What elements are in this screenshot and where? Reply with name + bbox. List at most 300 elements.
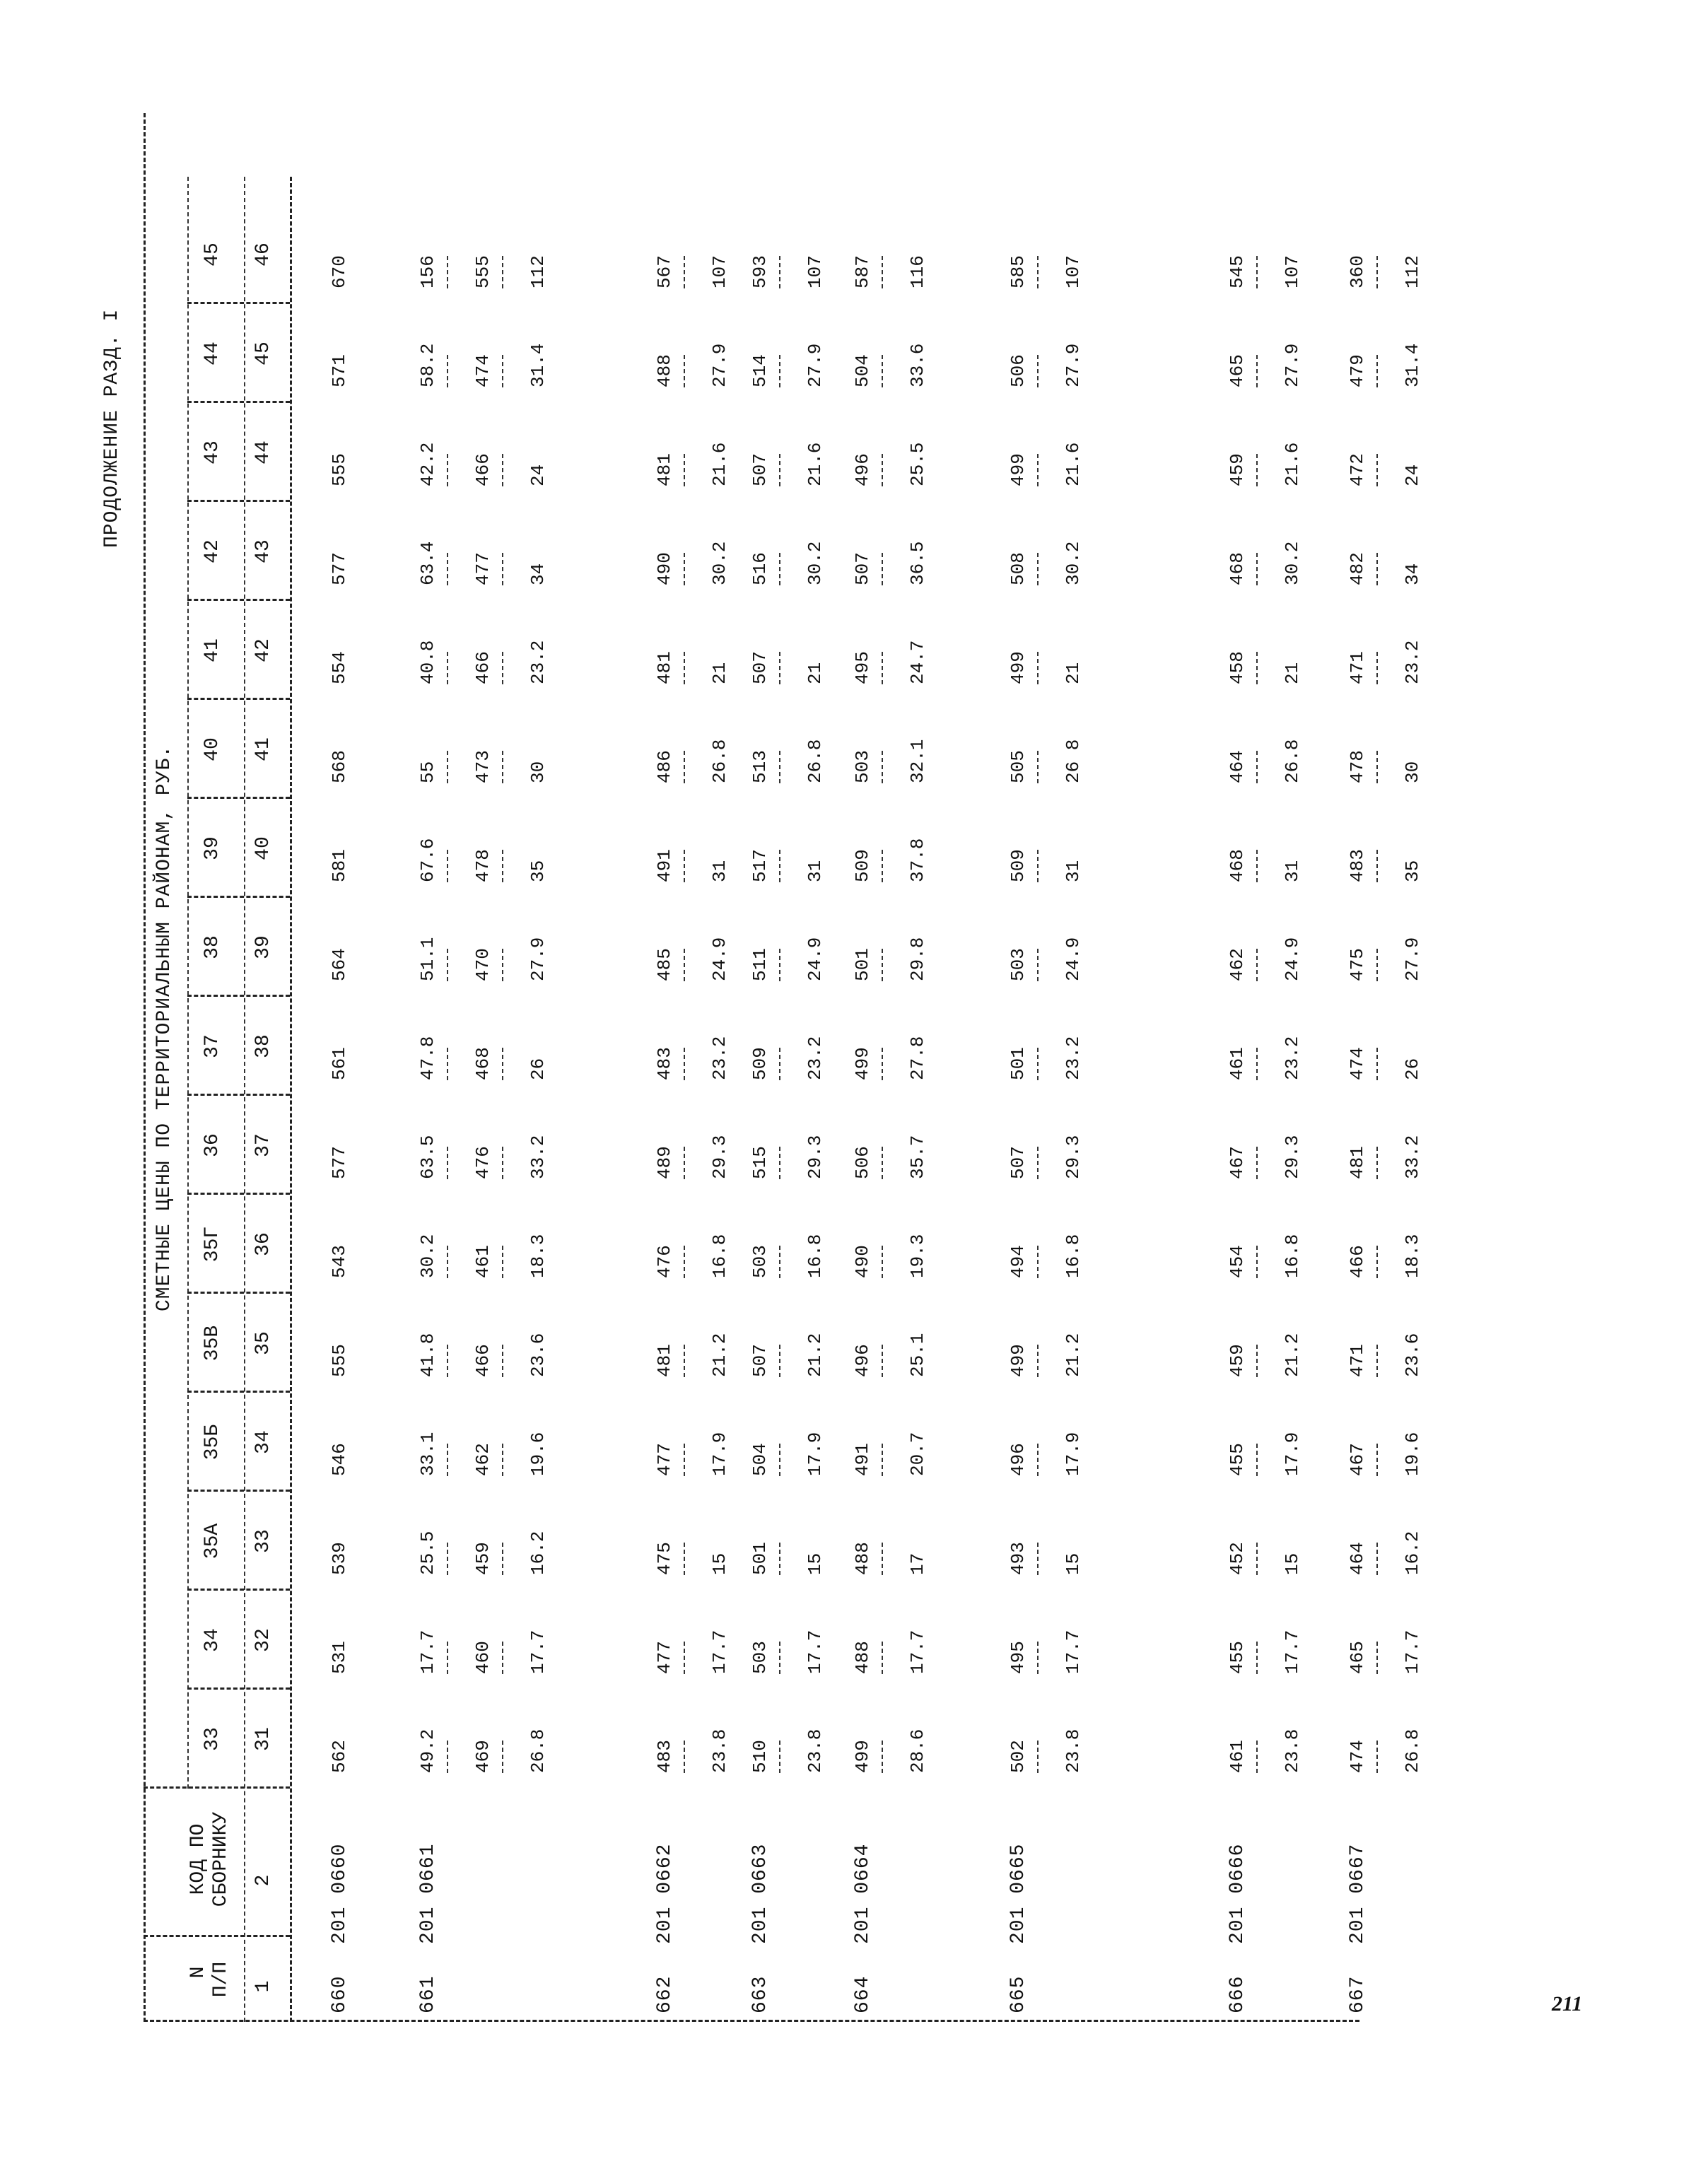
row-value: 455 xyxy=(1227,1641,1248,1674)
value-separator xyxy=(1376,1246,1378,1278)
row-value: 479 xyxy=(1347,354,1368,387)
row-value: 464 xyxy=(1347,1542,1368,1575)
row-value: 27.9 xyxy=(805,343,826,387)
row-value: 156 xyxy=(417,255,438,288)
value-separator xyxy=(502,256,503,288)
value-separator xyxy=(1376,1147,1378,1179)
value-separator xyxy=(1256,1246,1258,1278)
value-separator xyxy=(684,1444,685,1476)
row-value: 30.2 xyxy=(805,541,826,585)
row-value: 452 xyxy=(1227,1542,1248,1575)
row-value: 24.9 xyxy=(1063,937,1084,981)
value-separator xyxy=(447,949,448,981)
row-value: 468 xyxy=(1227,552,1248,585)
value-separator xyxy=(502,1048,503,1080)
row-value: 507 xyxy=(1007,1146,1029,1179)
row-value: 477 xyxy=(654,1641,675,1674)
row-value: 34 xyxy=(1402,563,1423,585)
value-separator xyxy=(1376,256,1378,288)
row-value: 107 xyxy=(709,255,730,288)
value-separator xyxy=(447,1345,448,1377)
row-code: 201 0663 xyxy=(749,1843,771,1944)
row-value: 593 xyxy=(749,255,771,288)
row-value: 31 xyxy=(1282,860,1303,882)
value-separator xyxy=(779,454,780,486)
row-value: 21.6 xyxy=(1063,442,1084,486)
value-separator xyxy=(684,1246,685,1278)
row-value: 23.2 xyxy=(527,640,549,684)
row-value: 24.9 xyxy=(709,937,730,981)
value-separator xyxy=(1256,850,1258,882)
row-value: 26 8 xyxy=(1063,739,1084,783)
value-separator xyxy=(502,1147,503,1179)
row-value: 507 xyxy=(749,1344,771,1377)
row-value: 481 xyxy=(1347,1146,1368,1179)
row-value: 116 xyxy=(907,255,928,288)
row-value: 25.1 xyxy=(907,1333,928,1377)
region-sep xyxy=(187,1193,290,1195)
region-header: 39 xyxy=(201,836,223,860)
row-number: 665 xyxy=(1007,1975,1029,2013)
region-sep xyxy=(187,1687,290,1690)
row-value: 33.1 xyxy=(417,1432,438,1476)
row-value: 509 xyxy=(852,849,873,882)
row-value: 26 xyxy=(527,1058,549,1080)
value-separator xyxy=(779,949,780,981)
row-value: 21.6 xyxy=(1282,442,1303,486)
row-value: 25.5 xyxy=(907,442,928,486)
row-value: 501 xyxy=(1007,1047,1029,1080)
row-code: 201 0665 xyxy=(1007,1843,1029,1944)
row-value: 24.9 xyxy=(805,937,826,981)
row-value: 516 xyxy=(749,552,771,585)
table-left-border xyxy=(144,2020,1359,2022)
row-value: 36.5 xyxy=(907,541,928,585)
value-separator xyxy=(779,850,780,882)
row-value: 490 xyxy=(654,552,675,585)
value-separator xyxy=(1037,1147,1039,1179)
value-separator xyxy=(1376,355,1378,387)
region-header: 38 xyxy=(201,935,223,959)
value-separator xyxy=(684,652,685,684)
row-value: 21.6 xyxy=(805,442,826,486)
row-value: 23.2 xyxy=(1063,1036,1084,1080)
row-value: 467 xyxy=(1347,1443,1368,1476)
value-separator xyxy=(1256,256,1258,288)
row-value: 26.8 xyxy=(1282,739,1303,783)
row-value: 465 xyxy=(1227,354,1248,387)
row-value: 26 xyxy=(1402,1058,1423,1080)
value-separator xyxy=(502,1246,503,1278)
row-value: 21 xyxy=(709,662,730,684)
row-value: 30 xyxy=(1402,761,1423,783)
row-value: 23.2 xyxy=(1282,1036,1303,1080)
row-value: 17.7 xyxy=(709,1630,730,1674)
row-value: 107 xyxy=(1282,255,1303,288)
row-number: 664 xyxy=(852,1975,874,2013)
row-value: 454 xyxy=(1227,1245,1248,1278)
region-header: 35Г xyxy=(201,1226,223,1263)
row-value: 503 xyxy=(749,1245,771,1278)
row-value: 112 xyxy=(1402,255,1423,288)
value-separator xyxy=(1037,355,1039,387)
value-separator xyxy=(684,949,685,981)
value-separator xyxy=(684,355,685,387)
row-value: 31 xyxy=(1063,860,1084,882)
row-value: 485 xyxy=(654,948,675,981)
row-value: 23.8 xyxy=(709,1728,730,1773)
value-separator xyxy=(1376,454,1378,486)
row-value: 490 xyxy=(852,1245,873,1278)
row-value: 30.2 xyxy=(1063,541,1084,585)
row-value: 63.5 xyxy=(417,1135,438,1179)
value-separator xyxy=(447,1642,448,1674)
row-value: 499 xyxy=(1007,651,1029,684)
row-value: 23.8 xyxy=(805,1728,826,1773)
row-value: 491 xyxy=(654,849,675,882)
table-title: СМЕТНЫЕ ЦЕНЫ ПО ТЕРРИТОРИАЛЬНЫМ РАЙОНАМ, РУБ. xyxy=(153,744,175,1311)
row-value: 107 xyxy=(805,255,826,288)
row-value: 21.2 xyxy=(805,1333,826,1377)
value-separator xyxy=(779,355,780,387)
value-separator xyxy=(1037,1345,1039,1377)
row-value: 17.7 xyxy=(805,1630,826,1674)
header-code-line2: СБОРНИКУ xyxy=(210,1811,232,1907)
value-separator xyxy=(1256,1642,1258,1674)
row-value: 35.7 xyxy=(907,1135,928,1179)
region-index: 39 xyxy=(252,935,274,959)
row-code: 201 0661 xyxy=(417,1843,439,1944)
row-value: 464 xyxy=(1227,750,1248,783)
value-separator xyxy=(882,1543,883,1575)
row-value: 554 xyxy=(329,651,350,684)
row-value: 31.4 xyxy=(527,343,549,387)
header-code-line1: КОД ПО xyxy=(187,1823,209,1895)
value-separator xyxy=(1037,1543,1039,1575)
value-separator xyxy=(1376,850,1378,882)
row-value: 41.8 xyxy=(417,1333,438,1377)
value-separator xyxy=(447,1048,448,1080)
row-value: 33.6 xyxy=(907,343,928,387)
row-value: 17.9 xyxy=(1282,1432,1303,1476)
region-header: 37 xyxy=(201,1034,223,1058)
value-separator xyxy=(1376,1642,1378,1674)
value-separator xyxy=(447,355,448,387)
row-number: 662 xyxy=(654,1975,676,2013)
row-value: 31.4 xyxy=(1402,343,1423,387)
row-value: 496 xyxy=(1007,1443,1029,1476)
row-value: 543 xyxy=(329,1245,350,1278)
value-separator xyxy=(882,652,883,684)
row-value: 587 xyxy=(852,255,873,288)
row-value: 15 xyxy=(709,1552,730,1575)
value-separator xyxy=(1037,553,1039,585)
row-value: 545 xyxy=(1227,255,1248,288)
row-value: 499 xyxy=(1007,1344,1029,1377)
row-value: 509 xyxy=(1007,849,1029,882)
row-number: 663 xyxy=(749,1975,771,2013)
row-value: 51.1 xyxy=(417,937,438,981)
row-value: 499 xyxy=(852,1047,873,1080)
row-value: 493 xyxy=(1007,1542,1029,1575)
row-value: 33.2 xyxy=(527,1135,549,1179)
row-value: 470 xyxy=(472,948,493,981)
value-separator xyxy=(1256,355,1258,387)
row-value: 18.3 xyxy=(527,1234,549,1278)
value-separator xyxy=(1256,1543,1258,1575)
row-value: 474 xyxy=(1347,1047,1368,1080)
row-value: 67.6 xyxy=(417,838,438,882)
value-separator xyxy=(1376,553,1378,585)
row-value: 509 xyxy=(749,1047,771,1080)
row-value: 29.8 xyxy=(907,937,928,981)
row-value: 24.7 xyxy=(907,640,928,684)
row-value: 562 xyxy=(329,1740,350,1773)
value-separator xyxy=(1037,949,1039,981)
row-value: 469 xyxy=(472,1740,493,1773)
row-value: 568 xyxy=(329,750,350,783)
row-value: 29.3 xyxy=(1282,1135,1303,1179)
table-top-border xyxy=(144,113,146,2022)
row-value: 476 xyxy=(654,1245,675,1278)
row-value: 17.7 xyxy=(417,1630,438,1674)
value-separator xyxy=(1256,1741,1258,1773)
row-value: 486 xyxy=(654,750,675,783)
row-value: 19.6 xyxy=(527,1432,549,1476)
row-value: 466 xyxy=(472,1344,493,1377)
region-index: 41 xyxy=(252,737,274,761)
value-separator xyxy=(684,1147,685,1179)
region-header: 36 xyxy=(201,1133,223,1157)
row-value: 460 xyxy=(472,1641,493,1674)
row-value: 461 xyxy=(1227,1047,1248,1080)
value-separator xyxy=(684,1345,685,1377)
row-value: 481 xyxy=(654,1344,675,1377)
region-sep xyxy=(187,1391,290,1393)
row-value: 475 xyxy=(654,1542,675,1575)
row-value: 483 xyxy=(654,1047,675,1080)
value-separator xyxy=(779,256,780,288)
row-value: 483 xyxy=(1347,849,1368,882)
row-value: 27.9 xyxy=(527,937,549,981)
row-value: 515 xyxy=(749,1146,771,1179)
value-separator xyxy=(1037,1444,1039,1476)
row-value: 474 xyxy=(472,354,493,387)
row-value: 17.7 xyxy=(907,1630,928,1674)
row-value: 506 xyxy=(1007,354,1029,387)
row-value: 473 xyxy=(472,750,493,783)
row-value: 27.9 xyxy=(709,343,730,387)
header-sep-num xyxy=(144,1935,290,1937)
region-sep xyxy=(187,797,290,799)
row-value: 459 xyxy=(472,1542,493,1575)
value-separator xyxy=(447,652,448,684)
row-value: 510 xyxy=(749,1740,771,1773)
region-sep xyxy=(187,698,290,700)
row-value: 585 xyxy=(1007,255,1029,288)
row-value: 481 xyxy=(654,453,675,486)
row-value: 504 xyxy=(852,354,873,387)
row-value: 506 xyxy=(852,1146,873,1179)
row-value: 499 xyxy=(1007,453,1029,486)
value-separator xyxy=(1037,850,1039,882)
row-value: 495 xyxy=(1007,1641,1029,1674)
value-separator xyxy=(447,454,448,486)
row-value: 467 xyxy=(1227,1146,1248,1179)
value-separator xyxy=(779,1048,780,1080)
value-separator xyxy=(684,850,685,882)
row-value: 107 xyxy=(1063,255,1084,288)
row-value: 499 xyxy=(852,1740,873,1773)
row-value: 23.2 xyxy=(709,1036,730,1080)
value-separator xyxy=(882,751,883,783)
row-value: 483 xyxy=(654,1740,675,1773)
row-value: 508 xyxy=(1007,552,1029,585)
row-value: 477 xyxy=(654,1443,675,1476)
value-separator xyxy=(779,652,780,684)
row-value: 461 xyxy=(1227,1740,1248,1773)
row-value: 471 xyxy=(1347,651,1368,684)
row-value: 30 xyxy=(527,761,549,783)
row-value: 30.2 xyxy=(709,541,730,585)
row-value: 23.2 xyxy=(1402,640,1423,684)
region-index: 31 xyxy=(252,1727,274,1751)
row-code: 201 0664 xyxy=(852,1843,874,1944)
value-separator xyxy=(447,1543,448,1575)
row-value: 26.8 xyxy=(527,1728,549,1773)
row-value: 19.6 xyxy=(1402,1432,1423,1476)
row-value: 555 xyxy=(472,255,493,288)
value-separator xyxy=(1376,1444,1378,1476)
index-code: 2 xyxy=(252,1874,274,1887)
row-value: 517 xyxy=(749,849,771,882)
row-value: 478 xyxy=(1347,750,1368,783)
value-separator xyxy=(684,454,685,486)
region-sep xyxy=(187,500,290,502)
row-value: 26.8 xyxy=(709,739,730,783)
row-value: 494 xyxy=(1007,1245,1029,1278)
row-code: 201 0662 xyxy=(654,1843,676,1944)
value-separator xyxy=(1037,751,1039,783)
row-value: 496 xyxy=(852,1344,873,1377)
row-number: 667 xyxy=(1347,1975,1369,2013)
row-value: 488 xyxy=(852,1542,873,1575)
row-value: 507 xyxy=(749,453,771,486)
row-value: 513 xyxy=(749,750,771,783)
region-index: 34 xyxy=(252,1430,274,1454)
value-separator xyxy=(684,1741,685,1773)
region-index: 46 xyxy=(252,242,274,267)
row-value: 37.8 xyxy=(907,838,928,882)
row-value: 496 xyxy=(852,453,873,486)
row-value: 55 xyxy=(417,761,438,783)
row-value: 19.3 xyxy=(907,1234,928,1278)
region-index: 37 xyxy=(252,1133,274,1157)
row-value: 466 xyxy=(472,651,493,684)
row-value: 23.6 xyxy=(527,1333,549,1377)
region-sep xyxy=(187,1490,290,1492)
value-separator xyxy=(1037,652,1039,684)
row-value: 507 xyxy=(852,552,873,585)
row-value: 21.6 xyxy=(709,442,730,486)
value-separator xyxy=(447,1444,448,1476)
region-header: 35Б xyxy=(201,1424,223,1461)
row-value: 16.2 xyxy=(1402,1531,1423,1575)
row-value: 23.2 xyxy=(805,1036,826,1080)
value-separator xyxy=(502,850,503,882)
region-header: 34 xyxy=(201,1628,223,1652)
value-separator xyxy=(1256,1444,1258,1476)
row-value: 514 xyxy=(749,354,771,387)
row-value: 24 xyxy=(1402,464,1423,486)
value-separator xyxy=(1037,1741,1039,1773)
row-value: 459 xyxy=(1227,453,1248,486)
value-separator xyxy=(1037,454,1039,486)
title-underline xyxy=(187,177,189,1789)
row-value: 504 xyxy=(749,1443,771,1476)
row-value: 26.8 xyxy=(1402,1728,1423,1773)
row-value: 16.8 xyxy=(1282,1234,1303,1278)
row-value: 471 xyxy=(1347,1344,1368,1377)
value-separator xyxy=(502,751,503,783)
row-value: 29.3 xyxy=(805,1135,826,1179)
row-number: 660 xyxy=(329,1975,351,2013)
region-sep xyxy=(187,1589,290,1591)
row-value: 564 xyxy=(329,948,350,981)
row-value: 17 xyxy=(907,1552,928,1575)
rotated-table xyxy=(101,92,1583,2022)
row-value: 63.4 xyxy=(417,541,438,585)
row-value: 495 xyxy=(852,651,873,684)
row-value: 477 xyxy=(472,552,493,585)
row-value: 462 xyxy=(472,1443,493,1476)
value-separator xyxy=(882,553,883,585)
row-value: 29.3 xyxy=(709,1135,730,1179)
value-separator xyxy=(1376,1741,1378,1773)
value-separator xyxy=(502,1741,503,1773)
header-bottom-border xyxy=(290,177,292,2022)
row-value: 468 xyxy=(1227,849,1248,882)
row-value: 505 xyxy=(1007,750,1029,783)
row-value: 503 xyxy=(749,1641,771,1674)
value-separator xyxy=(684,1543,685,1575)
row-value: 465 xyxy=(1347,1641,1368,1674)
value-separator xyxy=(1376,1048,1378,1080)
region-index: 33 xyxy=(252,1529,274,1553)
row-value: 27.9 xyxy=(1063,343,1084,387)
region-sep xyxy=(187,1292,290,1294)
row-value: 475 xyxy=(1347,948,1368,981)
value-separator xyxy=(882,1642,883,1674)
row-value: 472 xyxy=(1347,453,1368,486)
row-value: 15 xyxy=(1282,1552,1303,1575)
value-separator xyxy=(779,1741,780,1773)
region-header: 35В xyxy=(201,1325,223,1362)
value-separator xyxy=(1376,1345,1378,1377)
row-code: 201 0667 xyxy=(1347,1843,1369,1944)
row-value: 29.3 xyxy=(1063,1135,1084,1179)
region-header: 44 xyxy=(201,341,223,365)
row-value: 461 xyxy=(472,1245,493,1278)
value-separator xyxy=(882,1741,883,1773)
row-value: 32.1 xyxy=(907,739,928,783)
value-separator xyxy=(684,751,685,783)
row-value: 25.5 xyxy=(417,1531,438,1575)
region-header: 43 xyxy=(201,440,223,464)
region-sep xyxy=(187,401,290,403)
row-value: 17.7 xyxy=(1402,1630,1423,1674)
row-value: 462 xyxy=(1227,948,1248,981)
